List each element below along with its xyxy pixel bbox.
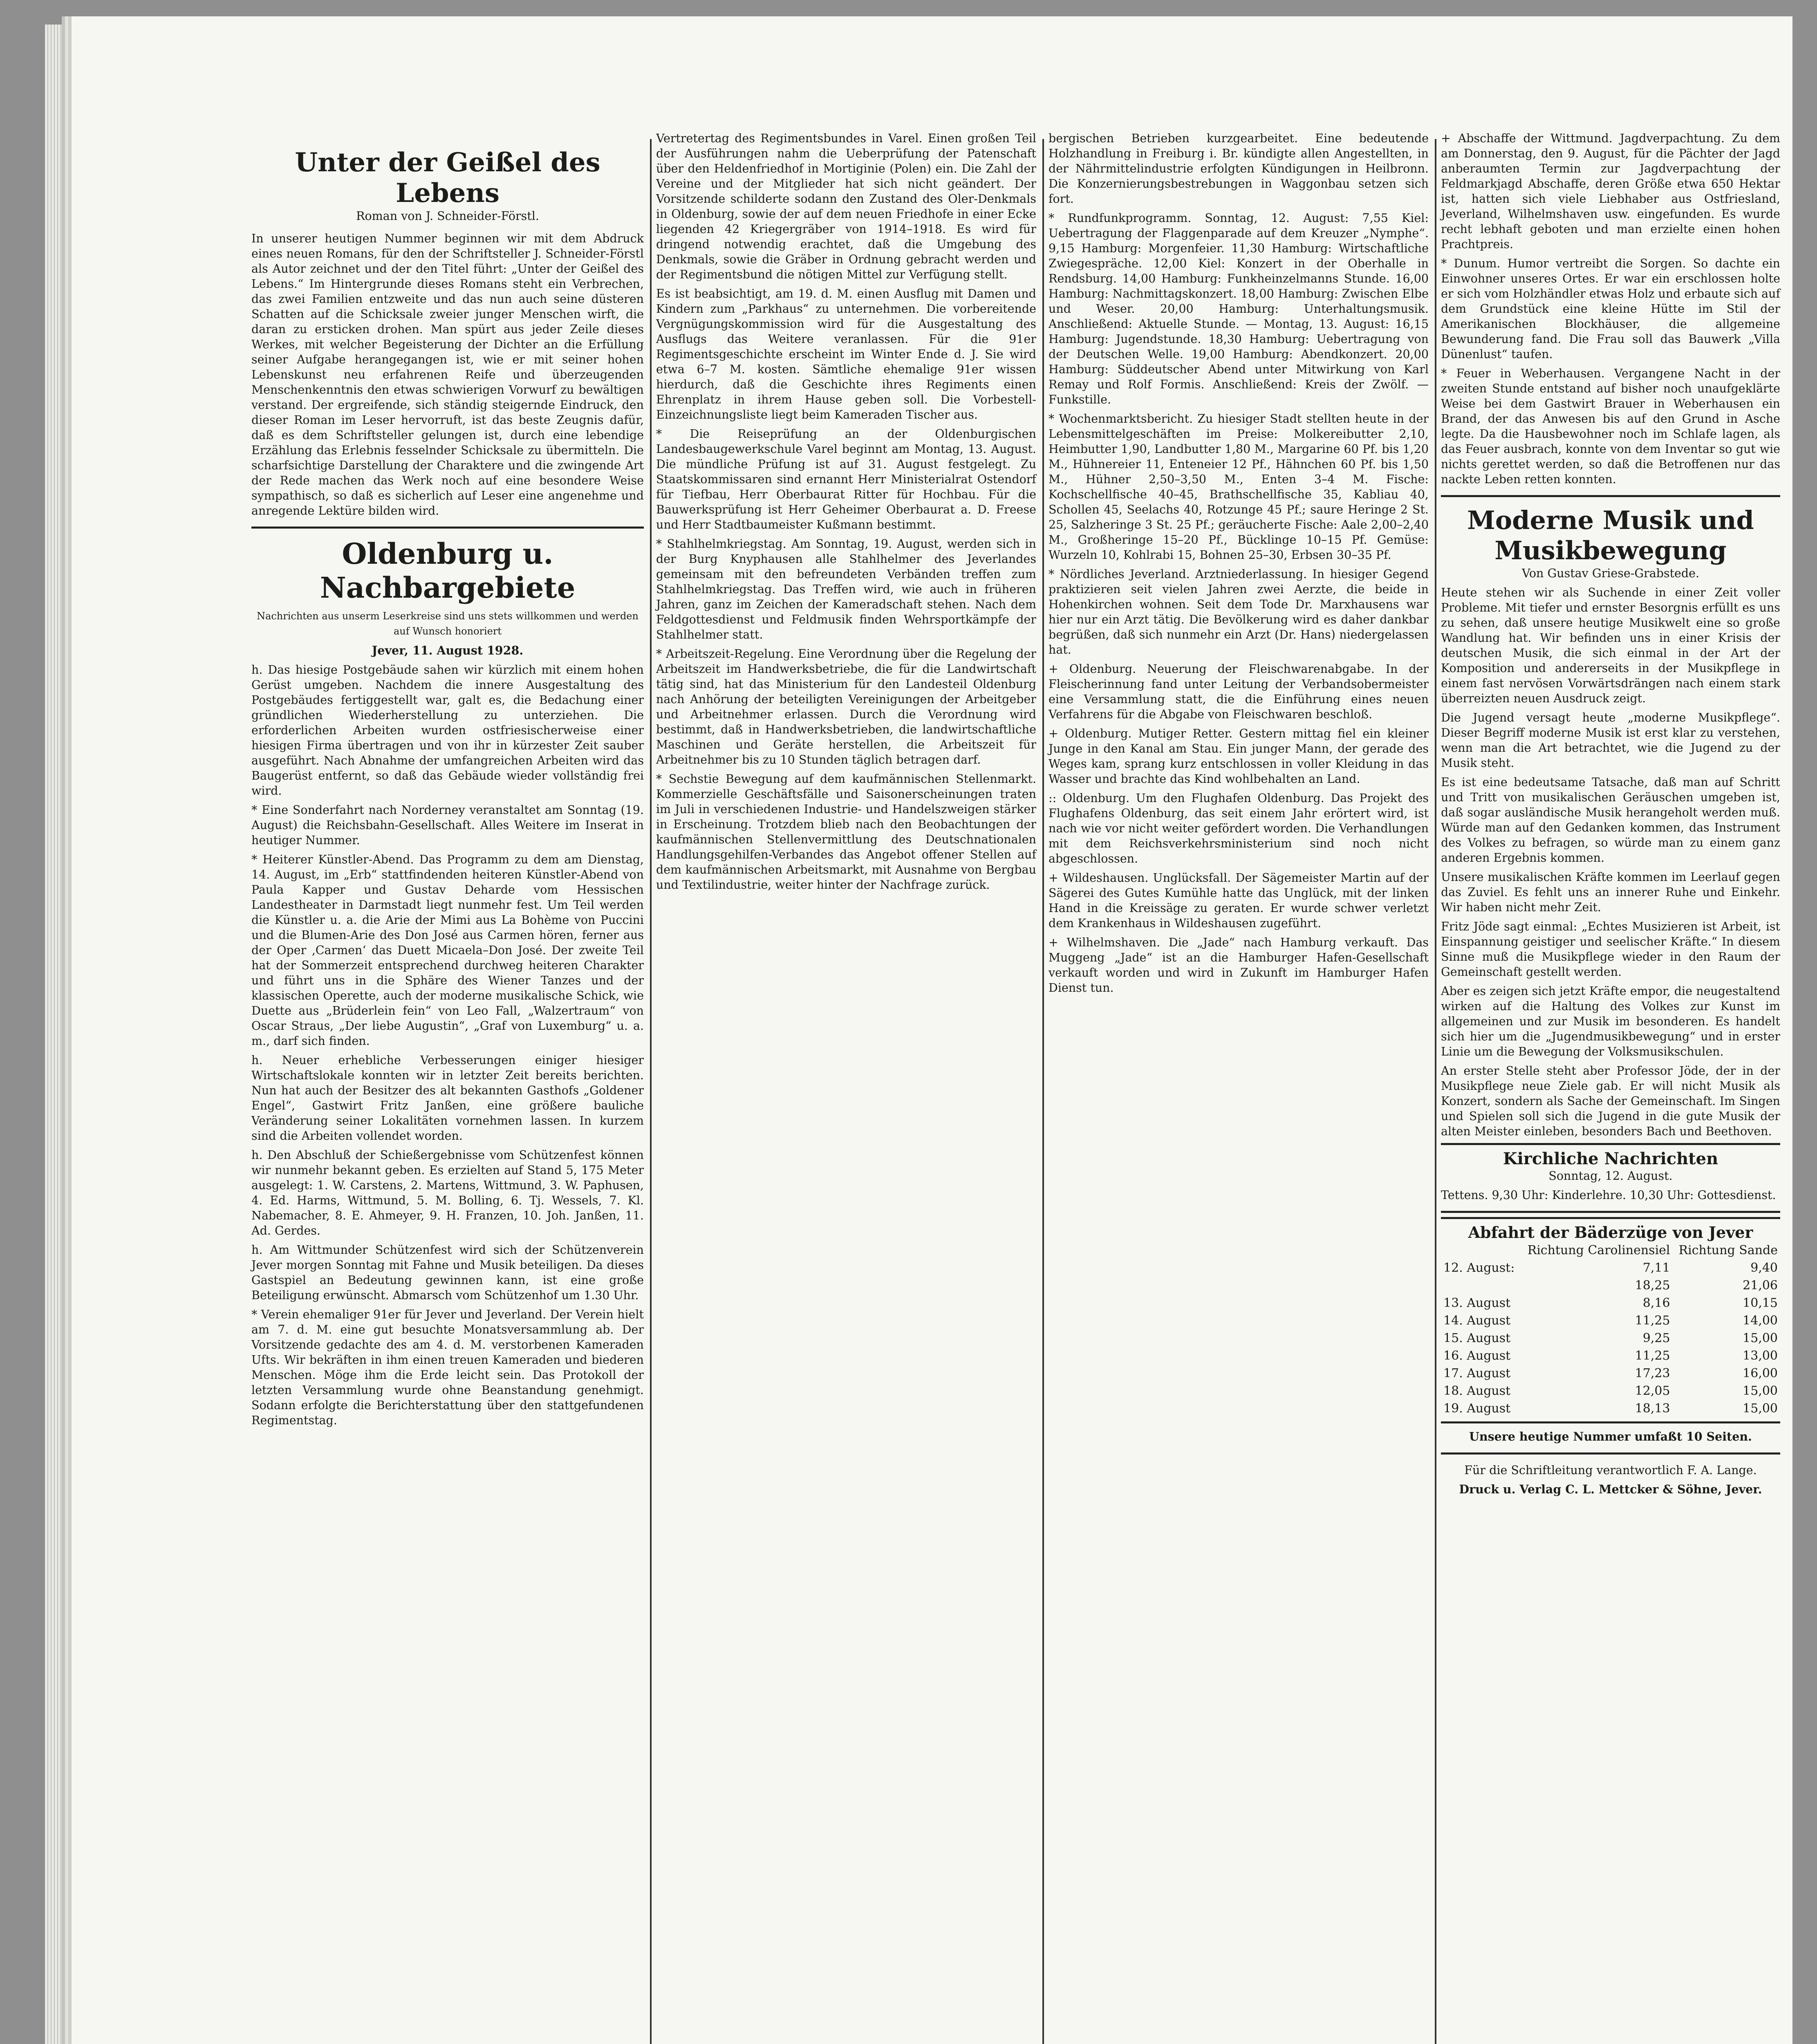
train-time: 9,25 [1642, 1331, 1670, 1345]
newspaper-page [72, 16, 1792, 2044]
imprint-publisher: Druck u. Verlag C. L. Mettcker & Söhne, Jever. [1459, 1482, 1762, 1496]
section-divider [1441, 1452, 1780, 1455]
church-notice [1441, 1143, 1780, 1213]
music-paragraph: Die Jugend versagt heute „moderne Musikpflege“. Dieser Begriff moderne Musik ist erst klar zu verstehen, wenn man die Art betrachtet, wie die Jugend zu der Musik steht. [1441, 711, 1780, 770]
news-item: * Eine Sonderfahrt nach Norderney veranstaltet am Sonntag (19. August) die Reichsbahn-Gesellschaft. Alles Weitere im Inserat in heutiger Nummer. [251, 803, 644, 847]
train-day: 13. August [1443, 1296, 1511, 1310]
news-item: * Die Reiseprüfung an der Oldenburgischen Landesbaugewerkschule Varel beginnt am Montag, 13. August. Die mündliche Prüfung ist auf 31. August festgelegt. Zu Staatskommissaren sind ernannt Herr Ministerialrat Ostendorf für Tiefbau, Herr Oberbaurat Ritter für Hochbau. Für die Bauwerksprüfung ist Herr Geheimer Oberbaurat a. D. Freese und Herr Stadtbaumeister Kußmann bestimmt. [656, 427, 1036, 531]
news-item: * Stahlhelmkriegstag. Am Sonntag, 19. August, werden sich in der Burg Knyphausen alle Stahlhelmer des Jeverlandes gemeinsam mit den befreundeten Verbänden treffen zum Stahlhelmkriegstag. Das Treffen wird, wie auch in früheren Jahren, ganz im Zeichen der Kameradschaft stehen. Nach dem Feldgottesdienst und Feldmusik finden Wehrsportkämpfe der Stahlhelmer statt. [656, 537, 1036, 641]
news-item: h. Den Abschluß der Schießergebnisse vom Schützenfest können wir nunmehr bekannt geben. Es erzielten auf Stand 5, 175 Meter ausgelegt: 1. W. Carstens, 2. Martens, Wittmund, 3. W. Paphusen, 4. Ed. Harms, Wittmund, 5. M. Bolling, 6. Tj. Wessels, 7. Kl. Nabemacher, 8. E. Ahmeyer, 9. H. Franzen, 10. Joh. Janßen, 11. Ad. Gerdes. [251, 1148, 644, 1237]
news-item: h. Neuer erhebliche Verbesserungen einiger hiesiger Wirtschaftslokale konnten wir in letzter Zeit bereits berichten. Nun hat auch der Besitzer des alt bekannten Gasthofs „Goldener Engel“, Gastwirt Fritz Janßen, eine größere bauliche Veränderung seiner Lokalitäten vornehmen lassen. In kurzem sind die Arbeiten vollendet worden. [251, 1053, 644, 1143]
column-1 [251, 131, 644, 1432]
train-day: 12. August: [1443, 1261, 1515, 1275]
church-title: Kirchliche Nachrichten [1503, 1149, 1718, 1168]
dateline: Jever, 11. August 1928. [372, 643, 524, 657]
news-item: bergischen Betrieben kurzgearbeitet. Eine bedeutende Holzhandlung in Freiburg i. Br. kündigte allen Angestellten, in der Nährmittelindustrie erfolgten Kündigungen in Heilbronn. Die Konzernierungsbestrebungen in Waggonbau setzen sich fort. [1049, 132, 1429, 206]
train-time: 10,15 [1743, 1296, 1778, 1310]
issue-notice: Unsere heutige Nummer umfaßt 10 Seiten. [1469, 1430, 1752, 1443]
table-row [1441, 1365, 1780, 1382]
news-item: Es ist beabsichtigt, am 19. d. M. einen Ausflug mit Damen und Kindern zum „Parkhaus“ zu unternehmen. Die vorbereitende Vergnügungskommission wird für die Ausgestaltung des Ausflugs das Weitere veranlassen. Für die 91er Regimentsgeschichte erscheint im Winter Ende d. J. Sie wird etwa 6–7 M. kosten. Sämtliche ehemalige 91er wissen hierdurch, daß die Geschichte ihres Regiments einen Ehrenplatz in ihrem Hause geben soll. Die Vorbestell-Einzeichnungsliste liegt beim Kameraden Tischer aus. [656, 287, 1036, 421]
table-row [1441, 1382, 1780, 1400]
news-item: * Verein ehemaliger 91er für Jever und Jeverland. Der Verein hielt am 7. d. M. eine gut besuchte Monatsversammlung ab. Der Vorsitzende gedachte des am 4. d. M. verstorbenen Kameraden Ufts. Wir bekräften in ihm einen treuen Kameraden und biederen Menschen. Möge ihm die Erde leicht sein. Das Protokoll der letzten Versammlung wurde ohne Beanstandung genehmigt. Sodann erfolgte die Berichterstattung über den stattgefundenen Regimentstag. [251, 1308, 644, 1427]
news-item: * Feuer in Weberhausen. Vergangene Nacht in der zweiten Stunde entstand auf bisher noch unaufgeklärte Weise bei dem Gastwirt Brauer in Weberhausen ein Brand, der das Anwesen bis auf den Grund in Asche legte. Da die Hausbewohner noch im Schlafe lagen, als das Feuer ausbrach, konnte von dem Inventar so gut wie nichts gerettet werden, so daß die Betroffenen nur das nackte Leben retten konnten. [1441, 367, 1780, 486]
music-paragraph: An erster Stelle steht aber Professor Jöde, der in der Musikpflege neue Ziele gab. Er will nicht Musik als Konzert, sondern als Sache der Gemeinschaft. Im Singen und Spielen soll sich die Jugend in die gute Musik der alten Meister einleben, besonders Bach und Beethoven. [1441, 1064, 1780, 1138]
column-4 [1441, 131, 1780, 1501]
music-paragraph: Fritz Jöde sagt einmal: „Echtes Musizieren ist Arbeit, ist Einspannung geistiger und seelischer Kräfte.“ In diesem Sinne muß die Musikpflege wieder in den Raum der Gemeinschaft gestellt werden. [1441, 920, 1780, 979]
music-paragraph: Unsere musikalischen Kräfte kommen im Leerlauf gegen das Zuviel. Es fehlt uns an innerer Ruhe und Einkehr. Wir haben nicht mehr Zeit. [1441, 870, 1780, 914]
train-day: 14. August [1443, 1313, 1511, 1328]
train-title: Abfahrt der Bäderzüge von Jever [1468, 1223, 1753, 1242]
news-item: + Abschaffe der Wittmund. Jagdverpachtung. Zu dem am Donnerstag, den 9. August, für die Pächter der Jagd anberaumten Termin zur Jagdverpachtung der Feldmarkjagd Abschaffe, deren Größe etwa 650 Hektar ist, hatten sich viele Liebhaber aus Ostfriesland, Jeverland, Wilhelmshaven usw. eingefunden. Es wurde recht lebhaft geboten und man erzielte einen hohen Prachtpreis. [1441, 132, 1780, 251]
novel-intro: In unserer heutigen Nummer beginnen wir mit dem Abdruck eines neuen Romans, für den der Schriftsteller J. Schneider-Förstl als Autor zeichnet und der den Titel führt: „Unter der Geißel des Lebens.“ Im Hintergrunde dieses Romans steht ein Verbrechen, das zwei Familien entzweite und das nun auch seine düsteren Schatten auf die Schicksale zweier junger Menschen wirft, die daran zu ersticken drohen. Man spürt aus jeder Zeile dieses Werkes, mit welcher Begeisterung der Dichter an die Erfüllung seiner Aufgabe herangegangen ist, wie er mit seiner hohen Lebenskunst neu erfahrenen Reife und überzeugenden Menschenkenntnis den etwas schwierigen Vorwurf zu bewältigen verstand. Der ergreifende, sich ständig steigernde Eindruck, den dieser Roman im Leser hervorruft, ist das beste Zeugnis dafür, daß es dem Schriftsteller gelungen ist, durch eine lebendige Erzählung das Erlebnis fesselnder Schicksale zu übermitteln. Die scharfsichtige Darstellung der Charaktere und die zwingende Art der Rede machen das Werk noch auf eine besondere Weise sympathisch, so daß es sicherlich auf Leser eine angenehme und anregende Lektüre bilden wird. [251, 232, 644, 518]
train-day: 16. August [1443, 1349, 1511, 1363]
train-time: 11,25 [1635, 1313, 1670, 1328]
news-item: * Heiterer Künstler-Abend. Das Programm zu dem am Dienstag, 14. August, im „Erb“ stattfindenden heiteren Künstler-Abend von Paula Kapper und Gustav Deharde vom Hessischen Landestheater in Darmstadt liegt nunmehr fest. Um Teil werden die Künstler u. a. die Arie der Mimi aus La Bohème von Puccini und die Blumen-Arie des Don José aus Carmen hören, ferner aus der Oper ‚Carmen‘ das Duett Micaela–Don José. Der zweite Teil hat der Sommerzeit entsprechend durchweg heiteren Charakter und führt uns in die Sphäre des Wiener Tanzes und der klassischen Operette, auch der moderne musikalische Schick, wie Duette aus „Brüderlein fein“ von Leo Fall, „Walzertraum“ von Oscar Straus, „Der liebe Augustin“, „Graf von Luxemburg“ u. a. m., darf sich finden. [251, 853, 644, 1048]
novel-author: Roman von J. Schneider-Förstl. [356, 209, 539, 223]
train-head [1441, 1242, 1520, 1259]
train-head: Richtung Carolinensiel [1527, 1243, 1670, 1257]
table-row [1441, 1347, 1780, 1365]
table-row [1441, 1400, 1780, 1417]
news-item: + Wildeshausen. Unglücksfall. Der Sägemeister Martin auf der Sägerei des Gutes Kumühle hatte das Unglück, mit der linken Hand in die Kreissäge zu geraten. Er wurde schwer verletzt dem Krankenhaus in Wildeshausen zugeführt. [1049, 871, 1429, 930]
train-day: 19. August [1443, 1401, 1511, 1416]
train-time: 18,13 [1635, 1401, 1670, 1416]
news-item: * Rundfunkprogramm. Sonntag, 12. August: 7,55 Kiel: Uebertragung der Flaggenparade auf dem Kreuzer „Nymphe“. 9,15 Hamburg: Morgenfeier. 11,30 Hamburg: Wirtschaftliche Zwiegespräche. 12,00 Kiel: Konzert in der Oberhalle in Rendsburg. 14,00 Hamburg: Funkheinzelmanns Stunde. 16,00 Hamburg: Nachmittagskonzert. 18,00 Hamburg: Zwischen Elbe und Weser. 20,00 Hamburg: Unterhaltungsmusik. Anschließend: Aktuelle Stunde. — Montag, 13. August: 16,15 Hamburg: Jugendstunde. 18,30 Hamburg: Uebertragung von der Deutschen Welle. 19,00 Hamburg: Abendkonzert. 20,00 Hamburg: Süddeutscher Abend unter Mitwirkung von Karl Remay und Rolf Formis. Anschließend: Kreis der Zwölf. — Funkstille. [1049, 211, 1429, 406]
news-item: * Dunum. Humor vertreibt die Sorgen. So dachte ein Einwohner unseres Ortes. Er war ein erschlossen holte er sich vom Holzhändler etwas Holz und erbaute sich auf dem Grundstück eine kleine Hütte im Stil der Amerikanischen Blockhäuser, die allgemeine Bewunderung fand. Die Frau soll das Bauwerk „Villa Dünenlust“ taufen. [1441, 257, 1780, 361]
train-table [1441, 1242, 1780, 1417]
news-item: + Oldenburg. Mutiger Retter. Gestern mittag fiel ein kleiner Junge in den Kanal am Stau. Ein junger Mann, der gerade des Weges kam, sprang kurz entschlossen in voller Kleidung in das Wasser und brachte das Kind wohlbehalten an Land. [1049, 727, 1429, 786]
section-divider [1441, 495, 1780, 497]
news-item: * Wochenmarktsbericht. Zu hiesiger Stadt stellten heute in der Lebensmittelgeschäften im Preise: Molkereibutter 2,10, Heimbutter 1,90, Landbutter 1,80 M., Margarine 60 Pf. bis 1,20 M., Hühnereier 11, Enteneier 12 Pf., Hähnchen 60 Pf. bis 1,50 M., Hühner 2,50–3,50 M., Enten 3–4 M. Fische: Kochschellfische 40–45, Brathschellfische 35, Kabliau 40, Schollen 45, Seelachs 40, Rotzunge 45 Pf.; saure Heringe 2 St. 25, Salzheringe 3 St. 25 Pf.; geräucherte Fische: Aale 2,00–2,40 M., Großheringe 15–20 Pf., Bücklinge 10–15 Pf. Gemüse: Wurzeln 10, Kohlrabi 15, Bohnen 25–30, Erbsen 30–35 Pf. [1049, 412, 1429, 562]
music-paragraph: Heute stehen wir als Suchende in einer Zeit voller Probleme. Mit tiefer und ernster Besorgnis erfüllt es uns zu sehen, daß unsere heutige Musikwelt eine so große Wandlung hat. Wir befinden uns in einer Krisis der deutschen Musik, die sich einmal in der Art der Komposition und andererseits in der Musikpflege in einem fast nervösen Vorwärtsdrängen nach einem stark überreizten neuen Ausdruck zeigt. [1441, 586, 1780, 705]
train-time: 18,25 [1635, 1278, 1670, 1293]
train-schedule [1441, 1217, 1780, 1423]
imprint-editor: Für die Schriftleitung verantwortlich F. A. Lange. [1464, 1464, 1757, 1477]
news-item: :: Oldenburg. Um den Flughafen Oldenburg. Das Projekt des Flughafens Oldenburg, das seit einem Jahr erörtert wird, ist nach wie vor nicht weiter gefördert worden. Die Verhandlungen mit dem Reichsverkehrsministerium sind noch nicht abgeschlossen. [1049, 791, 1429, 865]
news-item: h. Am Wittmunder Schützenfest wird sich der Schützenverein Jever morgen Sonntag mit Fahne und Musik beteiligen. Da dieses Gastspiel an Bedeutung gewinnen kann, ist eine große Beteiligung erwünscht. Abmarsch vom Schützenhof um 1.30 Uhr. [251, 1243, 644, 1302]
section-divider [251, 527, 644, 529]
table-row [1441, 1259, 1780, 1277]
train-time: 15,00 [1743, 1331, 1778, 1345]
column-2 [656, 131, 1036, 896]
train-head: Richtung Sande [1678, 1243, 1778, 1257]
train-time: 16,00 [1743, 1366, 1778, 1381]
train-time: 17,23 [1635, 1366, 1670, 1381]
music-author: Von Gustav Griese-Grabstede. [1521, 567, 1700, 580]
section-note: Nachrichten aus unserm Leserkreise sind uns stets willkommen und werden auf Wunsch honoriert [257, 610, 639, 637]
train-day: 17. August [1443, 1366, 1511, 1381]
church-date: Sonntag, 12. August. [1548, 1169, 1673, 1183]
train-day: 15. August [1443, 1331, 1511, 1345]
train-time: 13,00 [1743, 1349, 1778, 1363]
church-text: Tettens. 9,30 Uhr: Kinderlehre. 10,30 Uhr: Gottesdienst. [1441, 1188, 1776, 1202]
column-rule [650, 139, 652, 2044]
novel-title: Unter der Geißel des Lebens [295, 147, 600, 208]
train-time: 11,25 [1635, 1349, 1670, 1363]
table-row [1441, 1329, 1780, 1347]
train-day: 18. August [1443, 1384, 1511, 1398]
train-time: 15,00 [1743, 1384, 1778, 1398]
train-time: 7,11 [1642, 1261, 1670, 1275]
train-day [1441, 1277, 1520, 1294]
music-title: Moderne Musik und Musikbewegung [1467, 505, 1754, 565]
news-item: * Sechstie Bewegung auf dem kaufmännischen Stellenmarkt. Kommerzielle Geschäftsfälle und Saisonerscheinungen traten im Juli in verschiedenen Industrie- und Handelszweigen stärker in Erscheinung. Trotzdem blieb nach den Beobachtungen der kaufmännischen Stellenvermittlung des Deutschnationalen Handlungsgehilfen-Verbandes das Angebot offener Stellen auf dem kaufmännischen Arbeitsmarkt, mit Ausnahme von Bergbau und Textilindustrie, weiter hinter der Nachfrage zurück. [656, 772, 1036, 892]
column-rule [1435, 139, 1436, 2044]
train-time: 12,05 [1635, 1384, 1670, 1398]
column-3 [1049, 131, 1429, 1000]
column-rule [1042, 139, 1044, 2044]
music-paragraph: Es ist eine bedeutsame Tatsache, daß man auf Schritt und Tritt von musikalischen Geräuschen umgeben ist, daß sogar ausländische Musik herangeholt werden muß. Würde man auf den Gedanken kommen, das Instrument des Volkes zu befragen, so würde man zu einem ganz anderen Ergebnis kommen. [1441, 775, 1780, 865]
train-time: 14,00 [1743, 1313, 1778, 1328]
train-time: 9,40 [1750, 1261, 1778, 1275]
news-item: * Nördliches Jeverland. Arztniederlassung. In hiesiger Gegend praktizieren seit vielen Jahren zwei Aerzte, die beide in Hohenkirchen wohnen. Seit dem Tode Dr. Marxhausens war hier nur ein Arzt tätig. Die Bevölkerung wird es daher dankbar begrüßen, daß sich nunmehr ein Arzt (Dr. Hans) niedergelassen hat. [1049, 567, 1429, 657]
section-title: Oldenburg u. Nachbargebiete [320, 537, 576, 605]
train-time: 8,16 [1642, 1296, 1670, 1310]
table-row [1441, 1277, 1780, 1294]
table-row [1441, 1294, 1780, 1312]
news-item: + Wilhelmshaven. Die „Jade“ nach Hamburg verkauft. Das Muggeng „Jade“ ist an die Hamburger Hafen-Gesellschaft verkauft worden und wird in Zukunft im Hamburger Hafen Dienst tun. [1049, 936, 1429, 995]
train-time: 15,00 [1743, 1401, 1778, 1416]
news-item: Vertretertag des Regimentsbundes in Varel. Einen großen Teil der Ausführungen nahm die Ueberprüfung der Patenschaft über den Heldenfriedhof in Mortiginie (Polen) ein. Die Zahl der Vereine und der Mitglieder hat sich nicht geändert. Der Vorsitzende schilderte sodann den Zustand des Oler-Denkmals in Oldenburg, sowie der auf dem neuen Friedhofe in einer Ecke liegenden 42 Kriegergräber von 1914–1918. Es wird für dringend notwendig erachtet, daß die Umgebung des Denkmals, sowie die Gräber in Ordnung gebracht werden und der Regimentsbund die nötigen Mittel zur Verfügung stellt. [656, 132, 1036, 281]
news-item: * Arbeitszeit-Regelung. Eine Verordnung über die Regelung der Arbeitszeit im Handwerksbetriebe, die für die Landwirtschaft tätig sind, hat das Ministerium für den Landesteil Oldenburg nach Anhörung der beteiligten Vereinigungen der Arbeitgeber und Arbeitnehmer erlassen. Durch die Verordnung wird bestimmt, daß in Handwerksbetrieben, die landwirtschaftliche Maschinen und Geräte herstellen, die Arbeitszeit für Arbeitnehmer bis zu 10 Stunden täglich betragen darf. [656, 647, 1036, 766]
train-time: 21,06 [1743, 1278, 1778, 1293]
music-paragraph: Aber es zeigen sich jetzt Kräfte empor, die neugestaltend wirken auf die Haltung des Volkes zur Kunst im allgemeinen und zur Musik im besonderen. Es handelt sich hier um die „Jugendmusikbewegung“ und in erster Linie um die Bewegung der Volksmusikschulen. [1441, 984, 1780, 1058]
news-item: h. Das hiesige Postgebäude sahen wir kürzlich mit einem hohen Gerüst umgeben. Nachdem die innere Ausgestaltung des Postgebäudes fertiggestellt war, galt es, die Bedachung einer gründlichen Wiederherstellung zu unterziehen. Die erforderlichen Arbeiten wurden ostfriesischerweise einer hiesigen Firma übertragen und von ihr in kürzester Zeit sauber ausgeführt. Nach Abnahme der umfangreichen Arbeiten wird das Baugerüst entfernt, so daß das Gebäude wieder vollständig frei wird. [251, 663, 644, 798]
table-row [1441, 1312, 1780, 1329]
news-item: + Oldenburg. Neuerung der Fleischwarenabgabe. In der Fleischerinnung fand unter Leitung der Verbandsobermeister eine Versammlung statt, die die Einführung eines neuen Verfahrens für die Abgabe von Fleischwaren beschloß. [1049, 662, 1429, 721]
